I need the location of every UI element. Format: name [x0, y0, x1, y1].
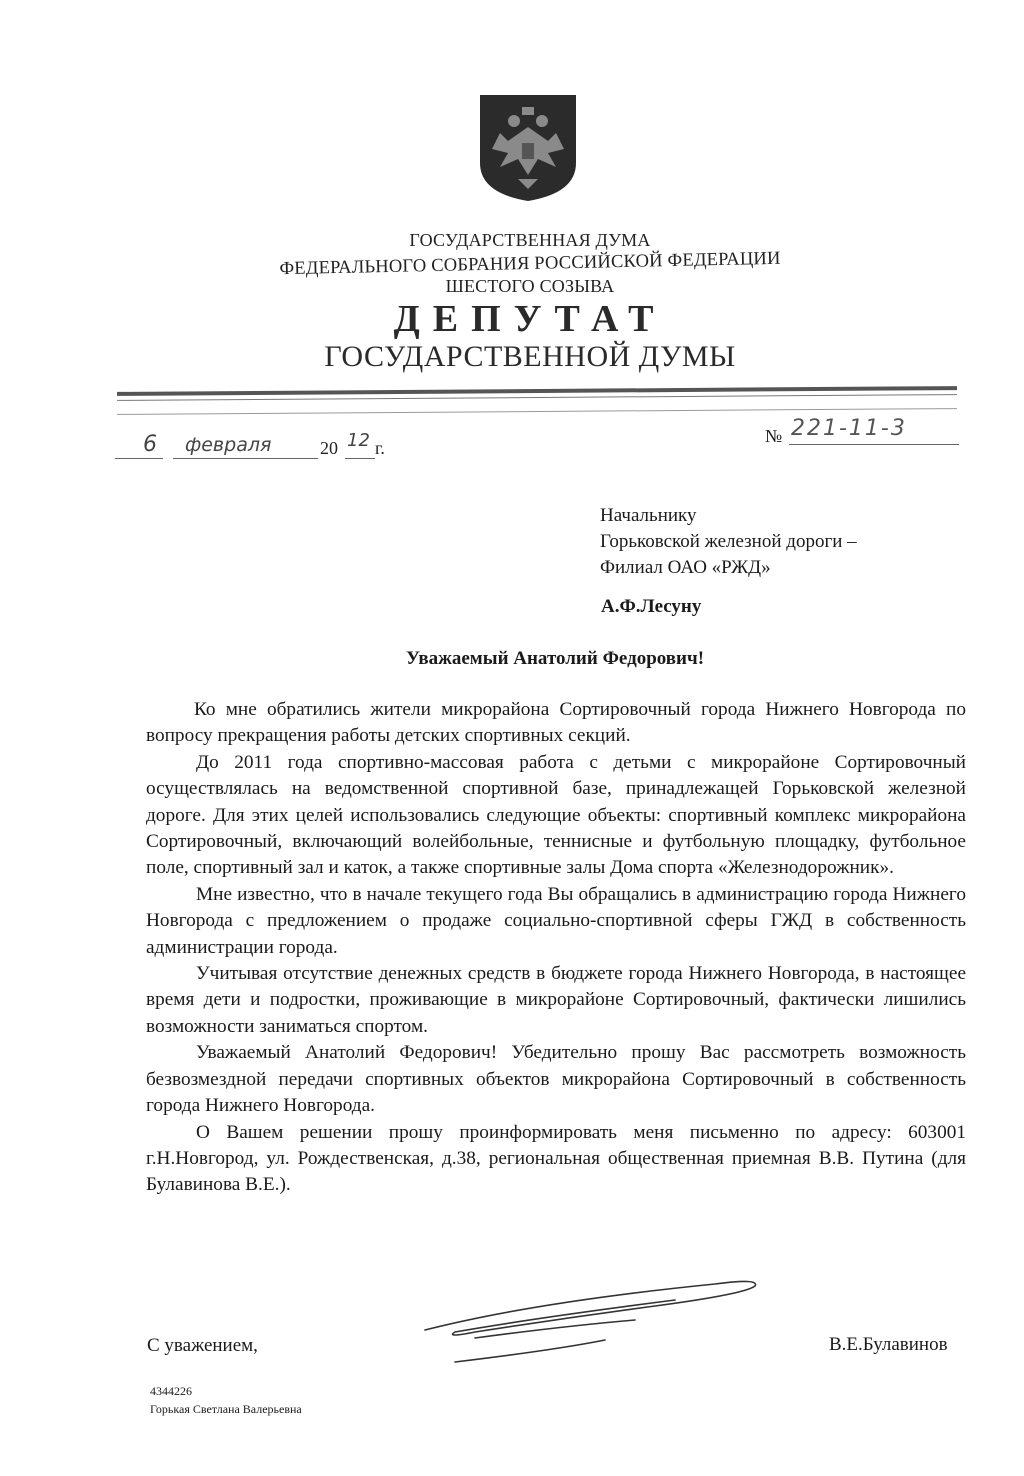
institution-header — [150, 229, 910, 297]
date-day-line — [115, 458, 163, 459]
number-line — [789, 444, 959, 445]
letter-date — [115, 430, 405, 464]
date-month: февраля — [185, 434, 272, 456]
coat-of-arms-emblem — [478, 93, 578, 203]
executor-info — [150, 1382, 302, 1418]
date-year-line — [345, 458, 375, 459]
executor-phone: 4344226 — [150, 1384, 192, 1398]
body-paragraph: О Вашем решении прошу проинформировать меня письменно по адресу: 603001 г.Н.Новгород, ул. Рождественская, д.38, региональная общественная приемная В.В. Путина (для Булавинова В.Е.). — [146, 1121, 966, 1196]
body-paragraph: Учитывая отсутствие денежных средств в бюджете города Нижнего Новгорода, в настоящее время дети и подростки, проживающие в микрорайоне Сортировочный, фактически лишились возможности заниматься спортом. — [146, 963, 966, 1037]
body-paragraph: До 2011 года спортивно-массовая работа с детьми с микрорайоне Сортировочный осуществлялась на ведомственной спортивной базе, принадлежащей Горьковской железной дороге. Для этих целей использовались следующие объекты: спортивный комплекс микрорайона Сортировочный, включающий волейбольные, теннисные и футбольную площадку, футбольное поле, спортивный зал и каток, а также спортивные залы Дома спорта «Железнодорожник». — [146, 751, 966, 879]
handwritten-signature — [415, 1262, 775, 1372]
body-paragraph: Ко мне обратились жители микрорайона Сортировочный города Нижнего Новгорода по вопросу прекращения работы детских спортивных секций. — [146, 699, 966, 747]
header-divider-thin-2 — [117, 408, 957, 415]
header-line-duma: ГОСУДАРСТВЕННАЯ ДУМА — [409, 230, 651, 250]
addressee-line-1: Начальнику — [600, 505, 697, 526]
date-year-suffix: 12 — [347, 430, 370, 451]
letter-body — [146, 697, 966, 1199]
title-state-duma: ГОСУДАРСТВЕННОЙ ДУМЫ — [324, 340, 736, 373]
date-day: 6 — [143, 432, 157, 457]
date-suffix: г. — [375, 438, 385, 458]
number-label: № — [765, 426, 783, 446]
signer-name: В.Е.Булавинов — [829, 1334, 948, 1355]
number-value: 221-11-3 — [791, 416, 907, 441]
executor-name: Горькая Светлана Валерьевна — [150, 1402, 302, 1416]
addressee-line-2: Горьковской железной дороги – — [600, 531, 857, 552]
body-paragraph: Мне известно, что в начале текущего года Вы обращались в администрацию города Нижнего Новгорода с предложением о продаже социально-спортивной сферы ГЖД в собственность администрации города. — [146, 883, 966, 958]
header-line-federal-assembly: ФЕДЕРАЛЬНОГО СОБРАНИЯ РОССИЙСКОЙ ФЕДЕРАЦИИ — [279, 248, 781, 280]
salutation: Уважаемый Анатолий Федорович! — [405, 648, 705, 669]
date-year-prefix: 20 — [320, 438, 338, 458]
title-deputy: ДЕПУТАТ — [393, 298, 667, 340]
closing-phrase: С уважением, — [147, 1335, 258, 1356]
addressee-line-3: Филиал ОАО «РЖД» — [600, 557, 771, 578]
addressee-name: А.Ф.Лесуну — [601, 596, 702, 617]
body-paragraph: Уважаемый Анатолий Федорович! Убедительно прошу Вас рассмотреть возможность безвозмездной передачи спортивных объектов микрорайона Сортировочный в собственность города Нижнего Новгорода. — [146, 1042, 966, 1117]
addressee-block — [600, 503, 857, 581]
letter-number — [765, 416, 960, 450]
header-line-convocation: ШЕСТОГО СОЗЫВА — [445, 276, 615, 296]
header-divider-thin — [117, 394, 957, 401]
date-month-line — [173, 458, 318, 459]
